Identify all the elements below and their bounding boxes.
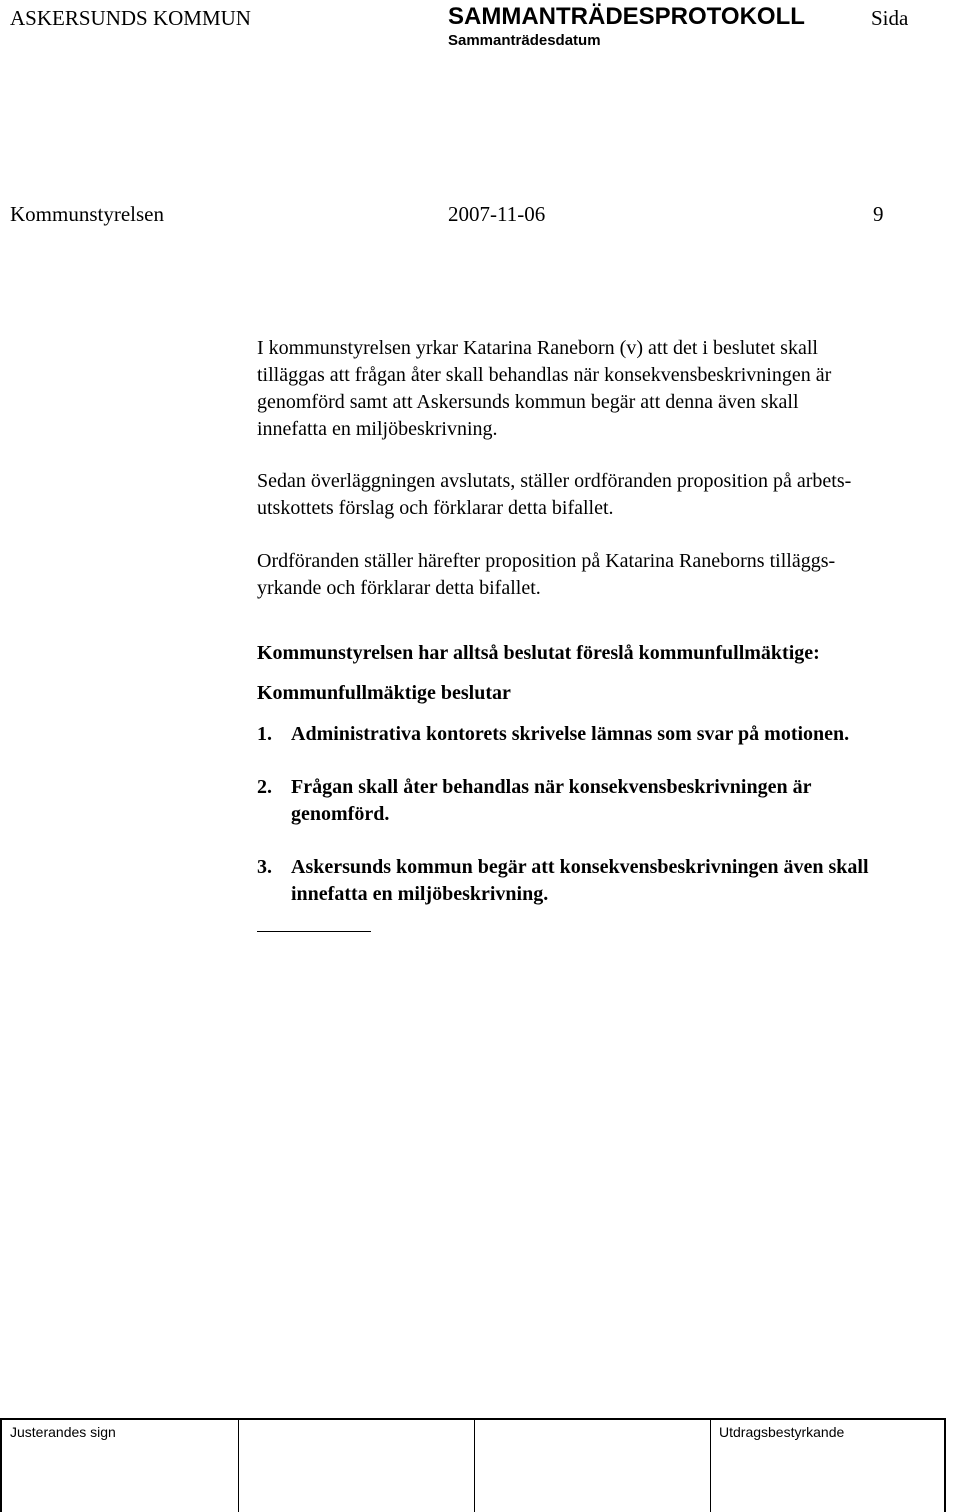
signature-table (0, 1418, 946, 1512)
meeting-date: 2007-11-06 (448, 202, 546, 226)
signature-cell-label: Justerandes sign (10, 1424, 116, 1440)
decision-item-line: innefatta en miljöbeskrivning. (291, 883, 549, 905)
paragraph-line: tilläggas att frågan åter skall behandlas när konsekvensbeskrivningen är (257, 364, 832, 386)
decision-item-line: genomförd. (291, 803, 390, 825)
document-type-title: SAMMANTRÄDESPROTOKOLL (448, 3, 805, 30)
decision-item-number: 3. (257, 856, 272, 878)
meeting-date-label: Sammanträdesdatum (448, 32, 601, 49)
page-number: 9 (873, 202, 884, 226)
paragraph-line: innefatta en miljöbeskrivning. (257, 418, 498, 440)
paragraph-first-proposition (257, 468, 957, 522)
signature-cell-extract-certification (710, 1420, 945, 1512)
decision-item-number: 2. (257, 776, 272, 798)
governing-body: Kommunstyrelsen (10, 202, 164, 226)
decision-item-text (291, 854, 869, 908)
decision-heading: Kommunfullmäktige beslutar (257, 682, 511, 704)
paragraph-second-proposition (257, 548, 957, 602)
decision-item-line: Frågan skall åter behandlas när konsekvensbeskrivningen är (291, 776, 812, 798)
decision-item-line: Askersunds kommun begär att konsekvensbeskrivningen även skall (291, 856, 869, 878)
paragraph-line: I kommunstyrelsen yrkar Katarina Raneborn (v) att det i beslutet skall (257, 337, 818, 359)
decision-item-number: 1. (257, 723, 272, 745)
decision-intro: Kommunstyrelsen har alltså beslutat föreslå kommunfullmäktige: (257, 642, 820, 664)
decision-item-line: Administrativa kontorets skrivelse lämnas som svar på motionen. (291, 723, 850, 745)
paragraph-line: Sedan överläggningen avslutats, ställer ordföranden proposition på arbets- (257, 470, 852, 492)
paragraph-amendment-motion (257, 335, 957, 443)
paragraph-line: genomförd samt att Askersunds kommun begär att denna även skall (257, 391, 799, 413)
paragraph-line: utskottets förslag och förklarar detta bifallet. (257, 497, 614, 519)
paragraph-line: yrkande och förklarar detta bifallet. (257, 577, 541, 599)
page-label: Sida (871, 6, 909, 30)
paragraph-line: Ordföranden ställer härefter proposition på Katarina Raneborns tilläggs- (257, 550, 836, 572)
municipality-name: ASKERSUNDS KOMMUN (10, 6, 251, 30)
signature-cell-adjusters (0, 1420, 240, 1512)
signature-cell-label: Utdragsbestyrkande (719, 1424, 845, 1440)
section-end-rule (257, 931, 371, 932)
decision-item-text (291, 721, 849, 748)
decision-item-text (291, 774, 811, 828)
signature-cell-blank (474, 1420, 711, 1512)
signature-cell-blank (238, 1420, 475, 1512)
